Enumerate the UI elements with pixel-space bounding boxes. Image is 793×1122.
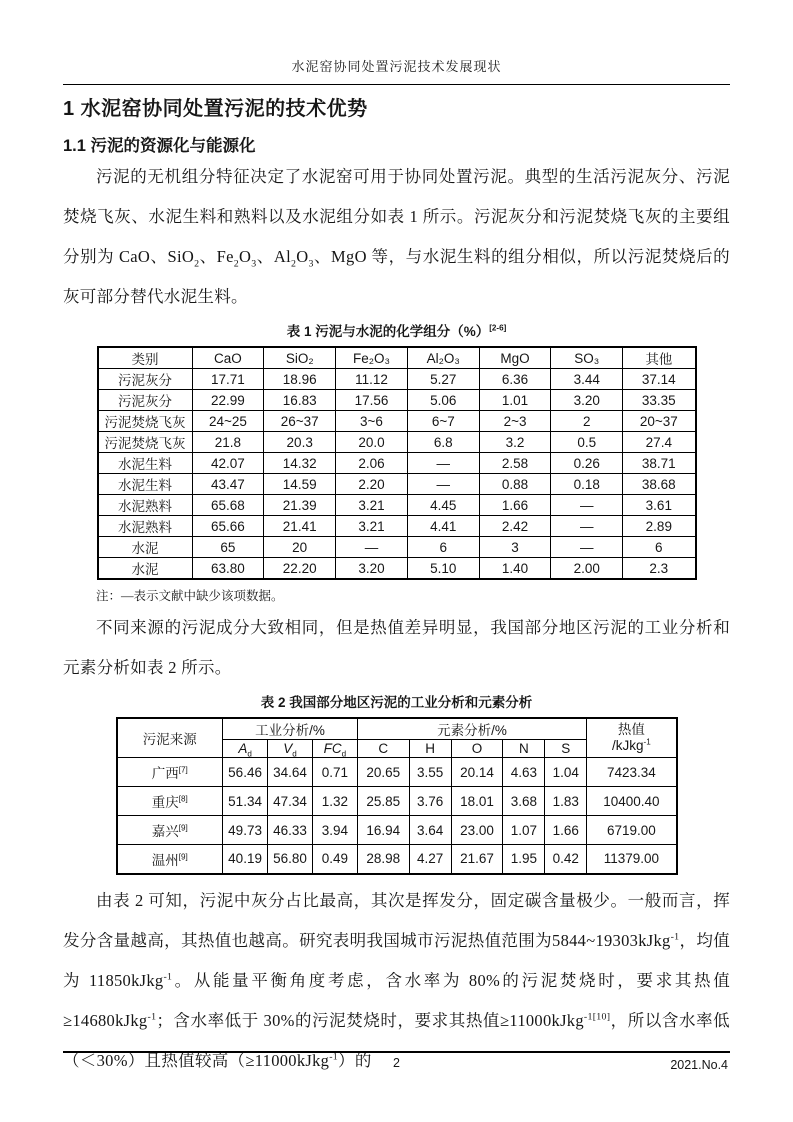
- table-row: [117, 845, 677, 874]
- value-cell: 2.06: [336, 453, 408, 474]
- value-cell: 26~37: [264, 411, 336, 432]
- value-cell: 3.68: [503, 787, 545, 816]
- column-group-proximate-analysis: 工业分析/%: [223, 718, 358, 740]
- table-row: [98, 453, 696, 474]
- source-cell: 嘉兴[9]: [117, 816, 223, 845]
- value-cell: 7423.34: [587, 758, 677, 787]
- value-cell: 1.95: [503, 845, 545, 874]
- value-cell: 2~3: [479, 411, 551, 432]
- table-row: [117, 787, 677, 816]
- column-header-o: O: [451, 740, 503, 758]
- value-cell: 65.66: [192, 516, 264, 537]
- value-cell: 24~25: [192, 411, 264, 432]
- value-cell: 51.34: [223, 787, 268, 816]
- value-cell: 46.33: [268, 816, 313, 845]
- value-cell: 20: [264, 537, 336, 558]
- value-cell: 65.68: [192, 495, 264, 516]
- table-row: [98, 474, 696, 495]
- value-cell: 2.20: [336, 474, 408, 495]
- column-header-h: H: [409, 740, 451, 758]
- column-header-ad: $A_d$: [223, 740, 268, 758]
- page-footer: [63, 1051, 730, 1070]
- value-cell: 3.21: [336, 495, 408, 516]
- value-cell: 1.01: [479, 390, 551, 411]
- table-row: [98, 516, 696, 537]
- section-heading: 1 水泥窑协同处置污泥的技术优势: [63, 98, 368, 120]
- value-cell: —: [407, 474, 479, 495]
- value-cell: 11379.00: [587, 845, 677, 874]
- value-cell: 0.42: [545, 845, 587, 874]
- value-cell: 3.44: [551, 369, 623, 390]
- value-cell: 20.0: [336, 432, 408, 453]
- source-cell: 温州[9]: [117, 845, 223, 874]
- column-group-ultimate-analysis: 元素分析/%: [357, 718, 586, 740]
- value-cell: 1.07: [503, 816, 545, 845]
- value-cell: 2.58: [479, 453, 551, 474]
- value-cell: 65: [192, 537, 264, 558]
- value-cell: 16.94: [357, 816, 409, 845]
- category-cell: 污泥灰分: [98, 390, 193, 411]
- value-cell: 63.80: [192, 558, 264, 580]
- value-cell: 21.41: [264, 516, 336, 537]
- value-cell: 16.83: [264, 390, 336, 411]
- value-cell: 0.88: [479, 474, 551, 495]
- value-cell: 18.01: [451, 787, 503, 816]
- running-header: [63, 0, 730, 85]
- value-cell: 3.20: [336, 558, 408, 580]
- value-cell: 3.64: [409, 816, 451, 845]
- column-header-n: N: [503, 740, 545, 758]
- value-cell: 6719.00: [587, 816, 677, 845]
- paragraph-heating-value-discussion: 由表 2 可知，污泥中灰分占比最高，其次是挥发分，固定碳含量极少。一般而言，挥发分含量越高，其热值也越高。研究表明我国城市污泥热值范围为5844~19303kJkg$^{-1}$，均值为 11850kJkg$^{-1}$。从能量平衡角度考虑，含水率为 80%的污泥焚烧时，要求其热值≥14680kJkg$^{-1}$；含水率低于 30%的污泥焚烧时，要求其热值≥11000kJkg$^{-1[10]}$，所以含水率低（＜30%）且热值较高（≥11000kJkg$^{-1}$）的: [63, 890, 731, 1070]
- value-cell: 0.49: [312, 845, 357, 874]
- table1-body: [98, 369, 696, 580]
- value-cell: 4.41: [407, 516, 479, 537]
- value-cell: 22.20: [264, 558, 336, 580]
- value-cell: 1.66: [479, 495, 551, 516]
- value-cell: 27.4: [623, 432, 696, 453]
- table-row: [98, 558, 696, 580]
- table-row: [117, 816, 677, 845]
- column-header-category: 类别: [98, 347, 193, 369]
- table-row: [98, 369, 696, 390]
- heating-value-unit: /kJkg$^{-1}$: [612, 737, 651, 753]
- value-cell: 14.32: [264, 453, 336, 474]
- value-cell: 6: [623, 537, 696, 558]
- source-cell: 重庆[8]: [117, 787, 223, 816]
- value-cell: 3: [479, 537, 551, 558]
- category-cell: 水泥生料: [98, 474, 193, 495]
- value-cell: 2.3: [623, 558, 696, 580]
- column-header-sludge-source: 污泥来源: [117, 718, 223, 758]
- column-header-fcd: $FC_d$: [312, 740, 357, 758]
- value-cell: 49.73: [223, 816, 268, 845]
- value-cell: 33.35: [623, 390, 696, 411]
- value-cell: 0.5: [551, 432, 623, 453]
- value-cell: 43.47: [192, 474, 264, 495]
- value-cell: 17.71: [192, 369, 264, 390]
- value-cell: 20.3: [264, 432, 336, 453]
- value-cell: 2: [551, 411, 623, 432]
- column-header-cao: CaO: [192, 347, 264, 369]
- value-cell: 20~37: [623, 411, 696, 432]
- table-row: [98, 432, 696, 453]
- column-header-c: C: [357, 740, 409, 758]
- value-cell: 6~7: [407, 411, 479, 432]
- value-cell: 23.00: [451, 816, 503, 845]
- value-cell: —: [551, 516, 623, 537]
- value-cell: 38.71: [623, 453, 696, 474]
- table-row: [98, 390, 696, 411]
- value-cell: —: [336, 537, 408, 558]
- value-cell: 0.71: [312, 758, 357, 787]
- value-cell: 3.61: [623, 495, 696, 516]
- value-cell: 10400.40: [587, 787, 677, 816]
- category-cell: 污泥焚烧飞灰: [98, 411, 193, 432]
- table2-caption: 表 2 我国部分地区污泥的工业分析和元素分析: [260, 695, 533, 710]
- value-cell: 21.39: [264, 495, 336, 516]
- value-cell: 1.04: [545, 758, 587, 787]
- value-cell: 1.40: [479, 558, 551, 580]
- value-cell: 2.42: [479, 516, 551, 537]
- source-cell: 广西[7]: [117, 758, 223, 787]
- value-cell: 1.66: [545, 816, 587, 845]
- category-cell: 污泥焚烧飞灰: [98, 432, 193, 453]
- value-cell: 5.27: [407, 369, 479, 390]
- column-header-heating-value: [587, 718, 677, 758]
- category-cell: 水泥熟料: [98, 495, 193, 516]
- value-cell: 21.8: [192, 432, 264, 453]
- value-cell: 5.10: [407, 558, 479, 580]
- category-cell: 水泥生料: [98, 453, 193, 474]
- value-cell: 28.98: [357, 845, 409, 874]
- value-cell: 17.56: [336, 390, 408, 411]
- value-cell: 25.85: [357, 787, 409, 816]
- value-cell: 3.21: [336, 516, 408, 537]
- column-header-vd: $V_d$: [268, 740, 313, 758]
- column-header-s: S: [545, 740, 587, 758]
- value-cell: 1.32: [312, 787, 357, 816]
- heating-value-label: 热值: [617, 722, 645, 737]
- value-cell: 20.14: [451, 758, 503, 787]
- category-cell: 水泥: [98, 537, 193, 558]
- category-cell: 水泥熟料: [98, 516, 193, 537]
- table-row: [117, 758, 677, 787]
- category-cell: 污泥灰分: [98, 369, 193, 390]
- value-cell: 14.59: [264, 474, 336, 495]
- value-cell: 3.76: [409, 787, 451, 816]
- table2-group-header-row: [117, 718, 677, 740]
- subsection-heading: 1.1 污泥的资源化与能源化: [63, 137, 256, 155]
- value-cell: 40.19: [223, 845, 268, 874]
- table1-header-row: [98, 347, 696, 369]
- value-cell: 47.34: [268, 787, 313, 816]
- column-header-fe2o3: Fe₂O₃: [336, 347, 408, 369]
- value-cell: 4.63: [503, 758, 545, 787]
- column-header-al2o3: Al₂O₃: [407, 347, 479, 369]
- value-cell: 4.45: [407, 495, 479, 516]
- value-cell: 56.80: [268, 845, 313, 874]
- value-cell: 38.68: [623, 474, 696, 495]
- table-row: [98, 537, 696, 558]
- value-cell: 3.94: [312, 816, 357, 845]
- value-cell: 56.46: [223, 758, 268, 787]
- table1-caption: 表 1 污泥与水泥的化学组分（%）[2-6]: [286, 323, 507, 339]
- value-cell: 18.96: [264, 369, 336, 390]
- table1-chemical-composition: [97, 346, 697, 580]
- value-cell: 21.67: [451, 845, 503, 874]
- column-header-other: 其他: [623, 347, 696, 369]
- paragraph-sludge-composition: 污泥的无机组分特征决定了水泥窑可用于协同处置污泥。典型的生活污泥灰分、污泥焚烧飞灰、水泥生料和熟料以及水泥组分如表 1 所示。污泥灰分和污泥焚烧飞灰的主要组分别为 CaO、SiO$_2$、$Fe_2O_3$、$Al_2O_3$、MgO 等，与水泥生料的组分相似，所以污泥焚烧后的灰可部分替代水泥生料。: [63, 167, 730, 306]
- value-cell: 42.07: [192, 453, 264, 474]
- value-cell: 3.55: [409, 758, 451, 787]
- page-number: 2: [393, 1056, 400, 1070]
- value-cell: 6.36: [479, 369, 551, 390]
- table-row: [98, 495, 696, 516]
- table-row: [98, 411, 696, 432]
- value-cell: 11.12: [336, 369, 408, 390]
- value-cell: 34.64: [268, 758, 313, 787]
- value-cell: 6.8: [407, 432, 479, 453]
- table1-footnote: 注：—表示文献中缺少该项数据。: [96, 589, 284, 603]
- table2-body: [117, 758, 677, 874]
- value-cell: 2.89: [623, 516, 696, 537]
- value-cell: 20.65: [357, 758, 409, 787]
- running-header-title: 水泥窑协同处置污泥技术发展现状: [291, 59, 502, 74]
- value-cell: 3~6: [336, 411, 408, 432]
- value-cell: 4.27: [409, 845, 451, 874]
- value-cell: 0.26: [551, 453, 623, 474]
- value-cell: 6: [407, 537, 479, 558]
- column-header-sio2: SiO₂: [264, 347, 336, 369]
- column-header-so3: SO₃: [551, 347, 623, 369]
- column-header-mgo: MgO: [479, 347, 551, 369]
- value-cell: —: [551, 495, 623, 516]
- paragraph-analysis-intro: 不同来源的污泥成分大致相同，但是热值差异明显，我国部分地区污泥的工业分析和元素分析如表 2 所示。: [63, 618, 730, 677]
- value-cell: 1.83: [545, 787, 587, 816]
- value-cell: —: [551, 537, 623, 558]
- value-cell: —: [407, 453, 479, 474]
- value-cell: 2.00: [551, 558, 623, 580]
- value-cell: 5.06: [407, 390, 479, 411]
- category-cell: 水泥: [98, 558, 193, 580]
- table2-proximate-ultimate-analysis: [116, 717, 678, 875]
- value-cell: 3.20: [551, 390, 623, 411]
- value-cell: 0.18: [551, 474, 623, 495]
- value-cell: 22.99: [192, 390, 264, 411]
- value-cell: 3.2: [479, 432, 551, 453]
- value-cell: 37.14: [623, 369, 696, 390]
- issue-label: 2021.No.4: [670, 1058, 728, 1072]
